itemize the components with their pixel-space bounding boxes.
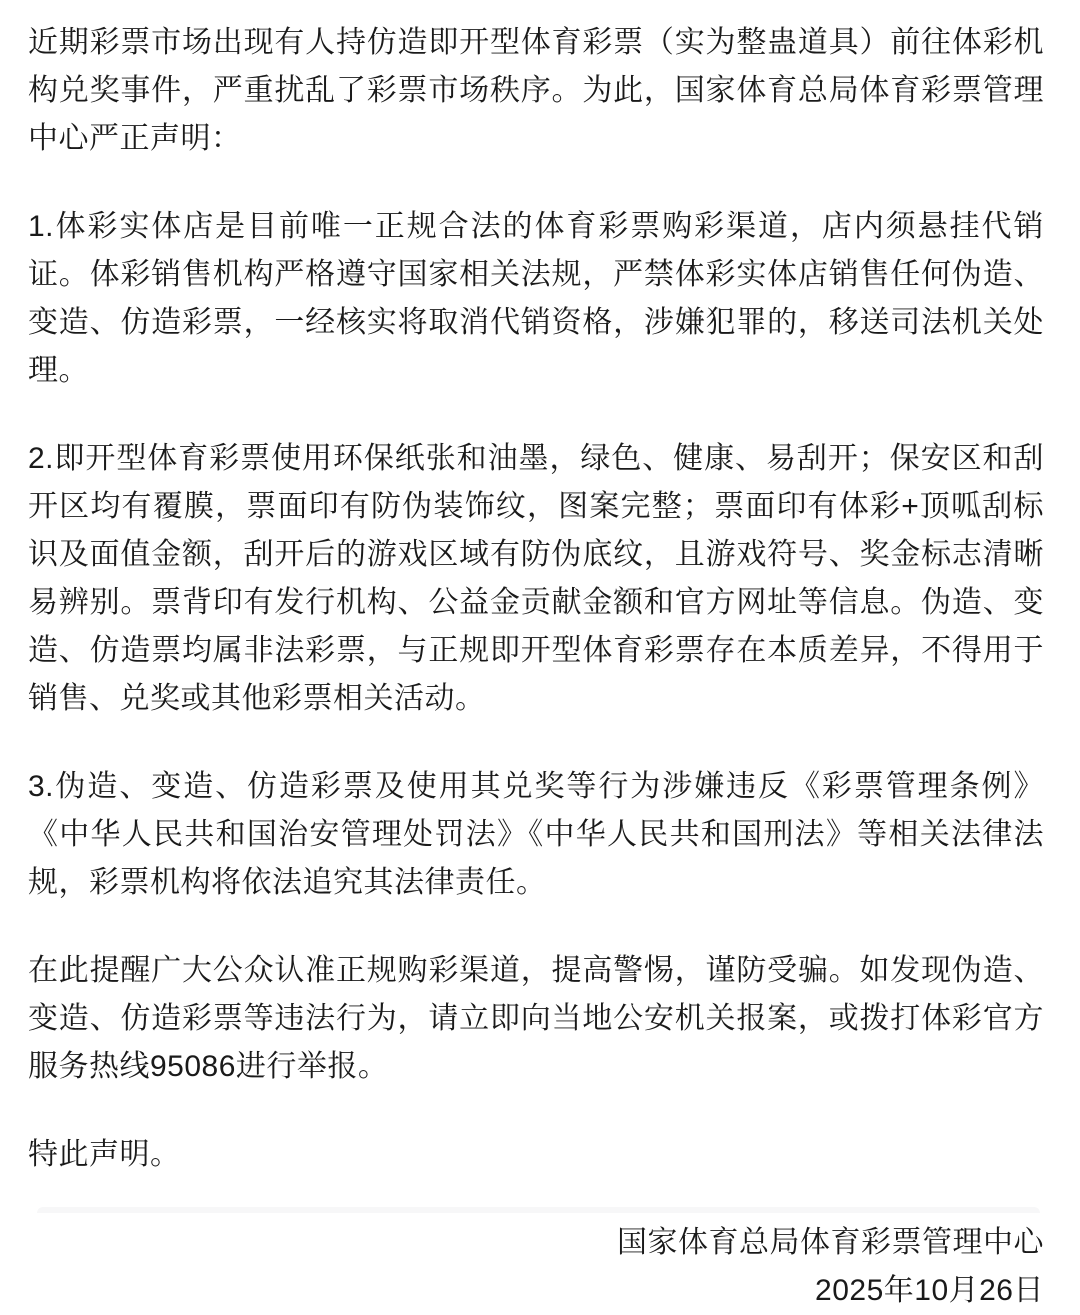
closing-line: 特此声明。 — [28, 1138, 181, 1171]
reminder-paragraph: 在此提醒广大公众认准正规购彩渠道，提高警惕，谨防受骗。如发现伪造、变造、仿造彩票等违法行为，请立即向当地公安机关报案，或拨打体彩官方服务热线95086进行举报。 — [28, 954, 1044, 1083]
intro-paragraph: 近期彩票市场出现有人持仿造即开型体育彩票（实为整蛊道具）前往体彩机构兑奖事件，严重扰乱了彩票市场秩序。为此，国家体育总局体育彩票管理中心严正声明： — [28, 26, 1044, 155]
next-card-top-edge — [37, 1207, 1040, 1213]
signature-block — [28, 1219, 1044, 1315]
point-3-paragraph: 3.伪造、变造、仿造彩票及使用其兑奖等行为涉嫌违反《彩票管理条例》《中华人民共和国治安管理处罚法》《中华人民共和国刑法》等相关法律法规，彩票机构将依法追究其法律责任。 — [28, 770, 1044, 899]
date-line: 2025年10月26日 — [815, 1274, 1044, 1307]
point-2-paragraph: 2.即开型体育彩票使用环保纸张和油墨，绿色、健康、易刮开；保安区和刮开区均有覆膜，票面印有防伪装饰纹，图案完整；票面印有体彩+顶呱刮标识及面值金额，刮开后的游戏区域有防伪底纹，且游戏符号、奖金标志清晰易辨别。票背印有发行机构、公益金贡献金额和官方网址等信息。伪造、变造、仿造票均属非法彩票，与正规即开型体育彩票存在本质差异，不得用于销售、兑奖或其他彩票相关活动。 — [28, 442, 1044, 715]
issuer-line: 国家体育总局体育彩票管理中心 — [617, 1226, 1044, 1259]
point-1-paragraph: 1.体彩实体店是目前唯一正规合法的体育彩票购彩渠道，店内须悬挂代销证。体彩销售机构严格遵守国家相关法规，严禁体彩实体店销售任何伪造、变造、仿造彩票，一经核实将取消代销资格，涉嫌犯罪的，移送司法机关处理。 — [28, 210, 1044, 387]
